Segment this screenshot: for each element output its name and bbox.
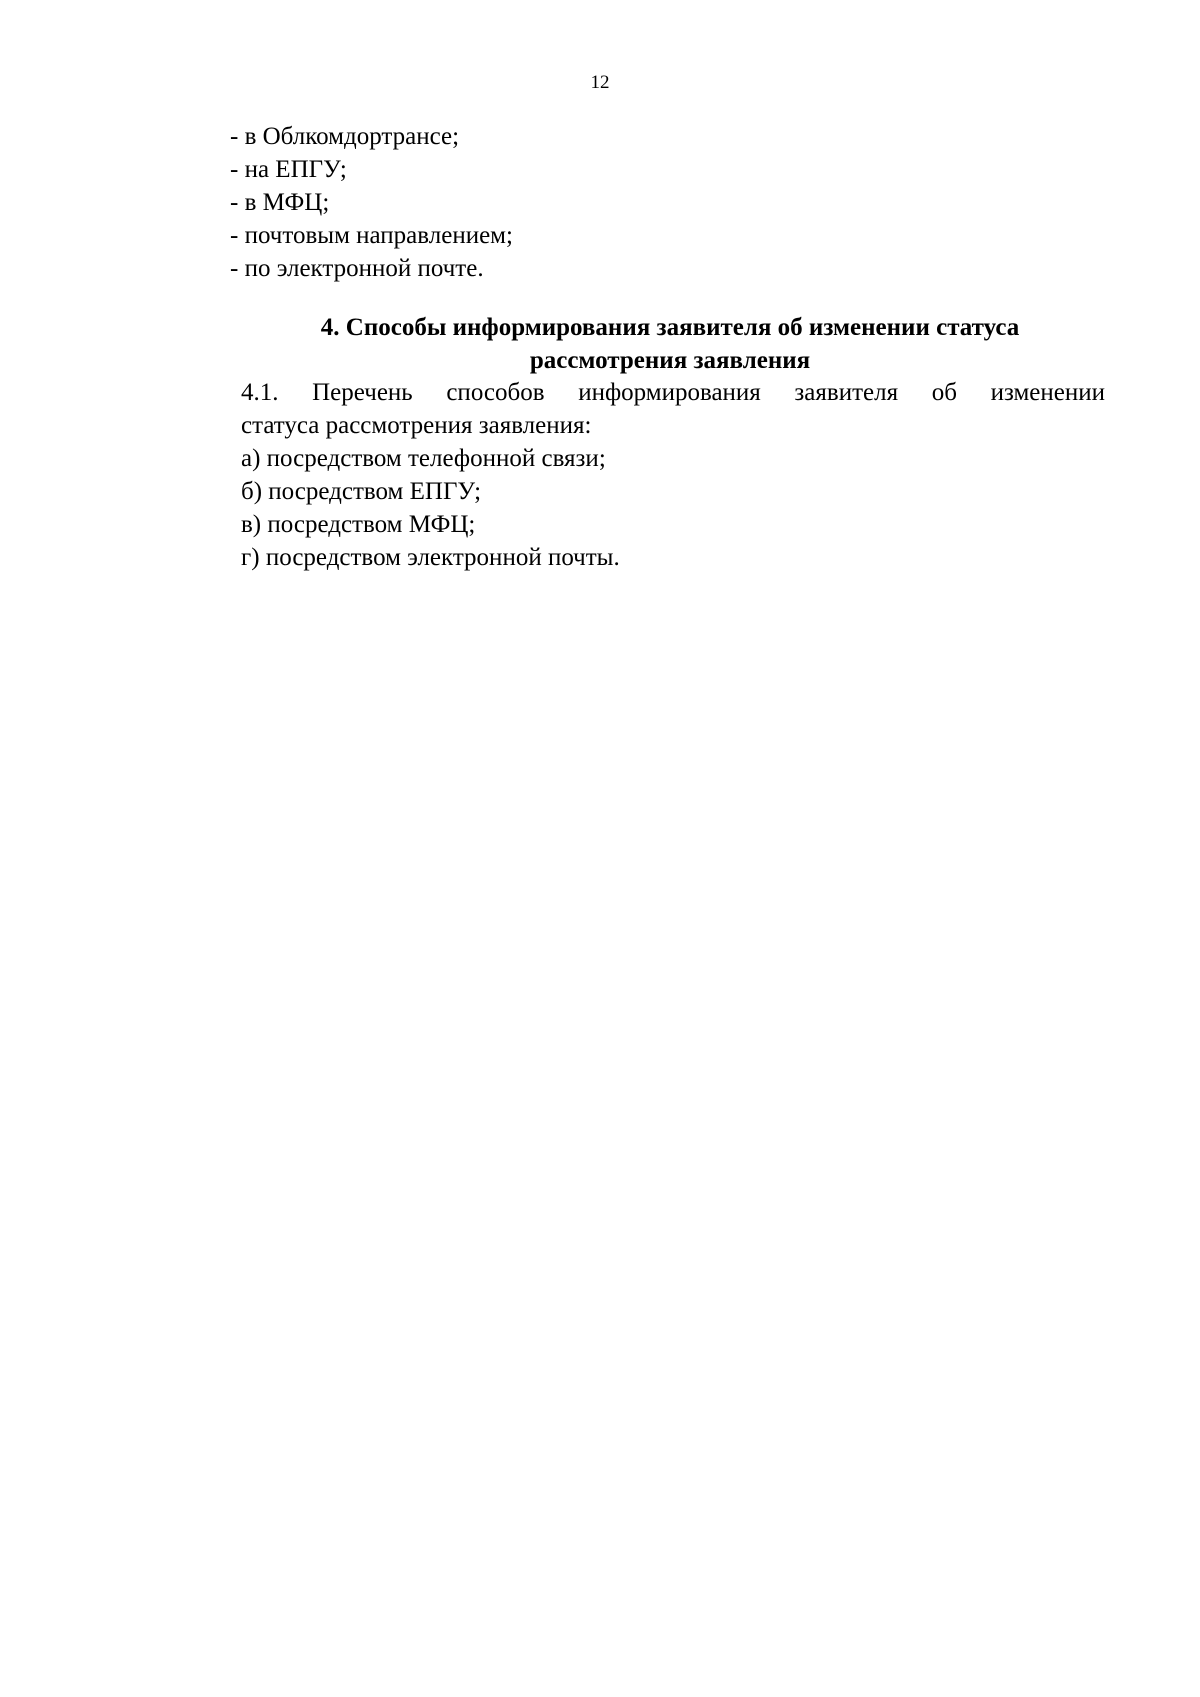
list-item: - в МФЦ; xyxy=(230,189,330,216)
list-item: - на ЕПГУ; xyxy=(230,156,347,183)
list-item: - по электронной почте. xyxy=(230,255,484,282)
list-item: б) посредством ЕПГУ; xyxy=(241,478,482,505)
page-number: 12 xyxy=(590,72,610,93)
paragraph-line: 4.1. Перечень способов информирования заявителя об изменении xyxy=(241,379,1105,406)
list-item: в) посредством МФЦ; xyxy=(241,511,476,538)
paragraph-line: статуса рассмотрения заявления: xyxy=(241,412,592,439)
list-item: а) посредством телефонной связи; xyxy=(241,445,606,472)
list-item: г) посредством электронной почты. xyxy=(241,544,620,571)
list-item: - в Облкомдортрансе; xyxy=(230,123,460,150)
section-heading: 4. Способы информирования заявителя об изменении статуса xyxy=(320,314,1020,341)
section-heading-cont: рассмотрения заявления xyxy=(529,347,811,374)
list-item: - почтовым направлением; xyxy=(230,222,513,249)
